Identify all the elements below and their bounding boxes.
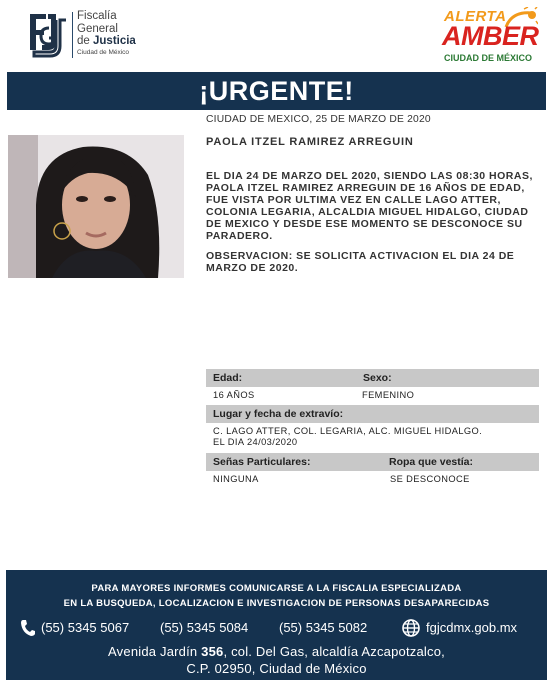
address-line-1: Avenida Jardín 356, col. Del Gas, alcaldía Azcapotzalco, (108, 644, 445, 659)
logo-divider (72, 12, 73, 58)
age-value: 16 AÑOS (213, 390, 255, 400)
phone-1[interactable]: (55) 5345 5067 (41, 620, 130, 635)
org-line-3: de Justicia (77, 35, 136, 47)
org-name (77, 10, 136, 58)
footer-info-line-2: EN LA BUSQUEDA, LOCALIZACION E INVESTIGACION DE PERSONAS DESAPARECIDAS (63, 598, 490, 609)
org-line-4: Ciudad de México (77, 48, 130, 56)
place-label: Lugar y fecha de extravío: (206, 405, 539, 423)
clothes-value: SE DESCONOCE (390, 474, 470, 484)
globe-icon (402, 619, 420, 637)
place-value-line-2: EL DIA 24/03/2020 (213, 437, 298, 447)
org-line-2: General (77, 22, 118, 35)
sex-label: Sexo: (356, 369, 539, 387)
amber-line-2: AMBER (442, 21, 539, 51)
clothes-label: Ropa que vestía: (382, 453, 539, 471)
urgent-banner: ¡URGENTE! (7, 72, 546, 110)
marks-value: NINGUNA (213, 474, 259, 484)
description: EL DIA 24 DE MARZO DEL 2020, SIENDO LAS 08:30 HORAS, PAOLA ITZEL RAMIREZ ARREGUIN DE 16 AÑOS DE EDAD, FUE VISTA POR ULTIMA VEZ EN CALLE LAGO ATTER, COLONIA LEGARIA, ALCALDIA MIGUEL HIDALGO, CIUDAD DE MEXICO Y DESDE ESE MOMENTO SE DESCONOCE SU PARADERO. (206, 170, 533, 242)
missing-person-photo (8, 135, 184, 278)
phone-icon (20, 619, 36, 637)
phone-3[interactable]: (55) 5345 5082 (279, 620, 368, 635)
sex-value: FEMENINO (362, 390, 415, 400)
address-number: 356 (201, 644, 224, 659)
dateline: CIUDAD DE MEXICO, 25 DE MARZO DE 2020 (206, 114, 431, 125)
footer (6, 570, 547, 680)
header (0, 0, 553, 72)
place-value-line-1: C. LAGO ATTER, COL. LEGARIA, ALC. MIGUEL HIDALGO. (213, 426, 483, 436)
observation: OBSERVACION: SE SOLICITA ACTIVACION EL DIA 24 DE MARZO DE 2020. (206, 250, 515, 274)
alerta-amber-logo (440, 7, 540, 67)
amber-line-3: CIUDAD DE MÉXICO (444, 53, 533, 63)
org-line-1: Fiscalía (77, 10, 117, 22)
contact-row (6, 618, 547, 638)
org-line-3-bold: Justicia (93, 35, 136, 47)
age-label: Edad: (206, 369, 356, 387)
marks-label: Señas Particulares: (206, 453, 382, 471)
amber-line-1: ALERTA (444, 8, 507, 25)
person-name: PAOLA ITZEL RAMIREZ ARREGUIN (206, 136, 414, 148)
footer-info-line-1: PARA MAYORES INFORMES COMUNICARSE A LA FISCALIA ESPECIALIZADA (91, 583, 462, 594)
phone-2[interactable]: (55) 5345 5084 (160, 620, 249, 635)
address-line-2: C.P. 02950, Ciudad de México (186, 661, 367, 676)
fgj-logo-icon (28, 10, 68, 60)
website-link[interactable]: fgjcdmx.gob.mx (426, 620, 518, 635)
